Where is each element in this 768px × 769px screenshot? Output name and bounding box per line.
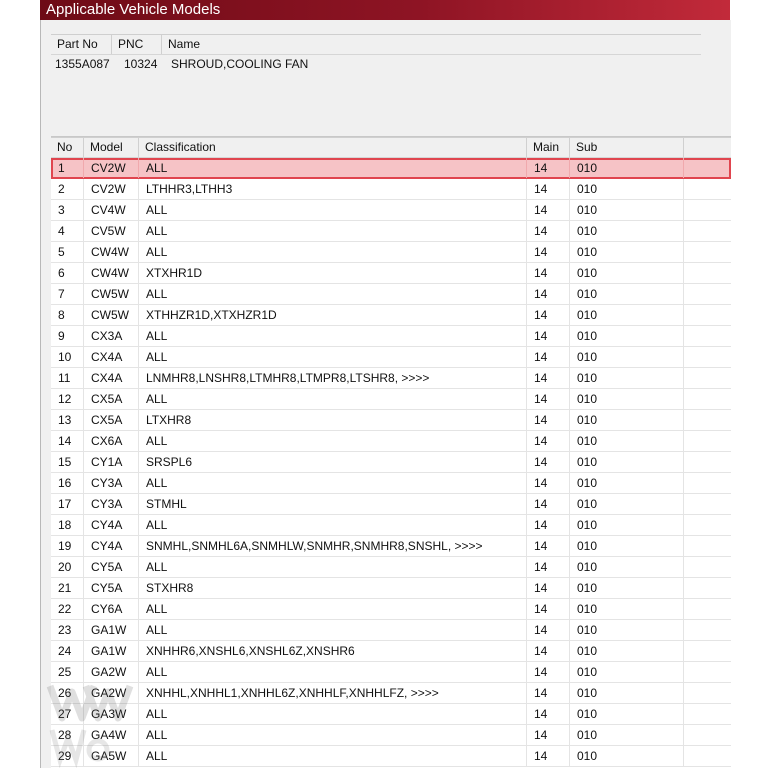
cell-main: 14	[527, 473, 570, 493]
cell-no: 17	[51, 494, 84, 514]
cell-sub: 010	[570, 746, 684, 766]
table-row[interactable]	[51, 704, 731, 725]
table-row[interactable]	[51, 641, 731, 662]
cell-classification: ALL	[139, 221, 527, 241]
cell-model: CX5A	[84, 410, 139, 430]
cell-main: 14	[527, 158, 570, 178]
cell-no: 4	[51, 221, 84, 241]
cell-filler	[684, 704, 731, 724]
cell-model: CY4A	[84, 515, 139, 535]
cell-filler	[684, 452, 731, 472]
table-row[interactable]	[51, 326, 731, 347]
cell-classification: ALL	[139, 725, 527, 745]
cell-sub: 010	[570, 305, 684, 325]
table-row[interactable]	[51, 158, 731, 179]
cell-no: 15	[51, 452, 84, 472]
table-row[interactable]	[51, 221, 731, 242]
cell-model: CX4A	[84, 368, 139, 388]
cell-model: GA4W	[84, 725, 139, 745]
cell-classification: ALL	[139, 389, 527, 409]
cell-sub: 010	[570, 389, 684, 409]
cell-classification: ALL	[139, 662, 527, 682]
table-row[interactable]	[51, 599, 731, 620]
cell-no: 7	[51, 284, 84, 304]
cell-no: 8	[51, 305, 84, 325]
table-row[interactable]	[51, 179, 731, 200]
cell-classification: ALL	[139, 557, 527, 577]
cell-no: 1	[51, 158, 84, 178]
cell-no: 25	[51, 662, 84, 682]
cell-no: 27	[51, 704, 84, 724]
cell-sub: 010	[570, 179, 684, 199]
cell-no: 3	[51, 200, 84, 220]
cell-sub: 010	[570, 473, 684, 493]
cell-model: CX6A	[84, 431, 139, 451]
cell-model: CW4W	[84, 242, 139, 262]
cell-model: GA3W	[84, 704, 139, 724]
cell-filler	[684, 473, 731, 493]
cell-filler	[684, 620, 731, 640]
cell-classification: ALL	[139, 200, 527, 220]
cell-model: CX3A	[84, 326, 139, 346]
cell-model: GA2W	[84, 683, 139, 703]
cell-no: 12	[51, 389, 84, 409]
table-row[interactable]	[51, 200, 731, 221]
table-row[interactable]	[51, 557, 731, 578]
cell-filler	[684, 368, 731, 388]
cell-no: 6	[51, 263, 84, 283]
cell-model: CY6A	[84, 599, 139, 619]
cell-main: 14	[527, 452, 570, 472]
table-row[interactable]	[51, 389, 731, 410]
cell-sub: 010	[570, 347, 684, 367]
cell-classification: ALL	[139, 473, 527, 493]
table-row[interactable]	[51, 368, 731, 389]
cell-classification: STXHR8	[139, 578, 527, 598]
cell-classification: ALL	[139, 515, 527, 535]
column-header-no[interactable]: No	[51, 138, 84, 157]
cell-model: CX5A	[84, 389, 139, 409]
cell-main: 14	[527, 557, 570, 577]
cell-sub: 010	[570, 221, 684, 241]
cell-no: 19	[51, 536, 84, 556]
table-row[interactable]	[51, 725, 731, 746]
cell-sub: 010	[570, 620, 684, 640]
models-table	[51, 136, 731, 769]
cell-classification: STMHL	[139, 494, 527, 514]
cell-no: 29	[51, 746, 84, 766]
cell-sub: 010	[570, 431, 684, 451]
cell-no: 18	[51, 515, 84, 535]
cell-filler	[684, 431, 731, 451]
cell-model: CV2W	[84, 179, 139, 199]
cell-main: 14	[527, 431, 570, 451]
cell-model: GA5W	[84, 746, 139, 766]
cell-classification: ALL	[139, 599, 527, 619]
cell-no: 23	[51, 620, 84, 640]
cell-model: CY3A	[84, 494, 139, 514]
cell-sub: 010	[570, 578, 684, 598]
cell-main: 14	[527, 578, 570, 598]
cell-main: 14	[527, 662, 570, 682]
cell-main: 14	[527, 641, 570, 661]
cell-no: 26	[51, 683, 84, 703]
cell-model: CV5W	[84, 221, 139, 241]
cell-model: CY5A	[84, 578, 139, 598]
cell-sub: 010	[570, 641, 684, 661]
table-row[interactable]	[51, 347, 731, 368]
column-header-filler	[684, 138, 731, 157]
cell-no: 20	[51, 557, 84, 577]
cell-filler	[684, 158, 731, 178]
part-name: SHROUD,COOLING FAN	[171, 57, 309, 71]
cell-filler	[684, 683, 731, 703]
cell-sub: 010	[570, 536, 684, 556]
cell-sub: 010	[570, 494, 684, 514]
table-row[interactable]	[51, 683, 731, 704]
cell-model: CW5W	[84, 305, 139, 325]
cell-model: CV2W	[84, 158, 139, 178]
cell-main: 14	[527, 410, 570, 430]
cell-classification: ALL	[139, 242, 527, 262]
cell-filler	[684, 347, 731, 367]
cell-main: 14	[527, 746, 570, 766]
cell-sub: 010	[570, 158, 684, 178]
cell-main: 14	[527, 683, 570, 703]
cell-classification: ALL	[139, 347, 527, 367]
cell-sub: 010	[570, 410, 684, 430]
cell-filler	[684, 389, 731, 409]
table-row[interactable]	[51, 536, 731, 557]
cell-no: 11	[51, 368, 84, 388]
cell-main: 14	[527, 536, 570, 556]
cell-main: 14	[527, 599, 570, 619]
table-body	[51, 158, 731, 767]
cell-classification: LNMHR8,LNSHR8,LTMHR8,LTMPR8,LTSHR8, >>>>	[139, 368, 527, 388]
column-header-part-no[interactable]: Part No	[51, 35, 112, 54]
cell-model: GA1W	[84, 641, 139, 661]
cell-classification: ALL	[139, 620, 527, 640]
cell-model: GA1W	[84, 620, 139, 640]
part-info-panel	[51, 34, 731, 137]
cell-no: 5	[51, 242, 84, 262]
cell-classification: ALL	[139, 158, 527, 178]
table-row[interactable]	[51, 263, 731, 284]
part-row[interactable]	[51, 55, 701, 73]
cell-model: CW4W	[84, 263, 139, 283]
applicable-models-window	[40, 20, 731, 768]
cell-no: 14	[51, 431, 84, 451]
cell-classification: XNHHR6,XNSHL6,XNSHL6Z,XNSHR6	[139, 641, 527, 661]
cell-sub: 010	[570, 452, 684, 472]
cell-filler	[684, 557, 731, 577]
cell-classification: SNMHL,SNMHL6A,SNMHLW,SNMHR,SNMHR8,SNSHL, >>>>	[139, 536, 527, 556]
cell-main: 14	[527, 305, 570, 325]
cell-model: GA2W	[84, 662, 139, 682]
cell-filler	[684, 746, 731, 766]
table-row[interactable]	[51, 242, 731, 263]
cell-model: CY4A	[84, 536, 139, 556]
cell-model: CY1A	[84, 452, 139, 472]
cell-filler	[684, 494, 731, 514]
cell-model: CX4A	[84, 347, 139, 367]
cell-classification: XTHHZR1D,XTXHZR1D	[139, 305, 527, 325]
window-title: Applicable Vehicle Models	[40, 0, 730, 20]
cell-main: 14	[527, 326, 570, 346]
cell-classification: ALL	[139, 431, 527, 451]
cell-sub: 010	[570, 368, 684, 388]
cell-main: 14	[527, 347, 570, 367]
cell-filler	[684, 578, 731, 598]
cell-classification: XNHHL,XNHHL1,XNHHL6Z,XNHHLF,XNHHLFZ, >>>>	[139, 683, 527, 703]
part-number: 1355A087	[55, 57, 110, 71]
column-header-pnc[interactable]: PNC	[112, 35, 162, 54]
cell-filler	[684, 725, 731, 745]
table-row[interactable]	[51, 410, 731, 431]
table-row[interactable]	[51, 578, 731, 599]
cell-classification: SRSPL6	[139, 452, 527, 472]
cell-filler	[684, 200, 731, 220]
pnc-value: 10324	[124, 57, 158, 71]
cell-sub: 010	[570, 284, 684, 304]
cell-main: 14	[527, 515, 570, 535]
cell-sub: 010	[570, 557, 684, 577]
cell-sub: 010	[570, 515, 684, 535]
cell-classification: XTXHR1D	[139, 263, 527, 283]
cell-sub: 010	[570, 326, 684, 346]
cell-classification: LTXHR8	[139, 410, 527, 430]
column-header-sub[interactable]: Sub	[570, 138, 684, 157]
cell-main: 14	[527, 221, 570, 241]
cell-model: CY5A	[84, 557, 139, 577]
table-row[interactable]	[51, 494, 731, 515]
cell-model: CV4W	[84, 200, 139, 220]
cell-sub: 010	[570, 599, 684, 619]
column-header-model[interactable]: Model	[84, 138, 139, 157]
table-row[interactable]	[51, 746, 731, 767]
part-header	[51, 34, 701, 55]
table-row[interactable]	[51, 284, 731, 305]
cell-no: 10	[51, 347, 84, 367]
cell-main: 14	[527, 179, 570, 199]
cell-filler	[684, 641, 731, 661]
cell-no: 28	[51, 725, 84, 745]
cell-no: 21	[51, 578, 84, 598]
column-header-main[interactable]: Main	[527, 138, 570, 157]
cell-main: 14	[527, 389, 570, 409]
column-header-classification[interactable]: Classification	[139, 138, 527, 157]
cell-classification: ALL	[139, 326, 527, 346]
column-header-name[interactable]: Name	[168, 37, 201, 51]
table-row[interactable]	[51, 431, 731, 452]
table-row[interactable]	[51, 620, 731, 641]
cell-filler	[684, 515, 731, 535]
cell-main: 14	[527, 263, 570, 283]
cell-main: 14	[527, 200, 570, 220]
cell-main: 14	[527, 725, 570, 745]
cell-filler	[684, 536, 731, 556]
cell-classification: ALL	[139, 284, 527, 304]
cell-model: CY3A	[84, 473, 139, 493]
cell-main: 14	[527, 704, 570, 724]
cell-filler	[684, 662, 731, 682]
cell-sub: 010	[570, 704, 684, 724]
table-row[interactable]	[51, 452, 731, 473]
cell-no: 13	[51, 410, 84, 430]
cell-filler	[684, 326, 731, 346]
cell-no: 24	[51, 641, 84, 661]
cell-filler	[684, 179, 731, 199]
cell-filler	[684, 284, 731, 304]
cell-no: 2	[51, 179, 84, 199]
cell-filler	[684, 305, 731, 325]
cell-sub: 010	[570, 200, 684, 220]
cell-sub: 010	[570, 683, 684, 703]
cell-main: 14	[527, 620, 570, 640]
cell-main: 14	[527, 368, 570, 388]
cell-sub: 010	[570, 242, 684, 262]
cell-no: 22	[51, 599, 84, 619]
table-row[interactable]	[51, 305, 731, 326]
cell-classification: LTHHR3,LTHH3	[139, 179, 527, 199]
cell-no: 16	[51, 473, 84, 493]
cell-sub: 010	[570, 725, 684, 745]
cell-filler	[684, 263, 731, 283]
cell-model: CW5W	[84, 284, 139, 304]
cell-classification: ALL	[139, 746, 527, 766]
table-header	[51, 137, 731, 158]
cell-filler	[684, 242, 731, 262]
cell-sub: 010	[570, 662, 684, 682]
table-row[interactable]	[51, 662, 731, 683]
cell-no: 9	[51, 326, 84, 346]
cell-main: 14	[527, 494, 570, 514]
cell-main: 14	[527, 284, 570, 304]
cell-filler	[684, 410, 731, 430]
cell-filler	[684, 221, 731, 241]
table-row[interactable]	[51, 473, 731, 494]
cell-filler	[684, 599, 731, 619]
cell-classification: ALL	[139, 704, 527, 724]
cell-main: 14	[527, 242, 570, 262]
cell-sub: 010	[570, 263, 684, 283]
table-row[interactable]	[51, 515, 731, 536]
